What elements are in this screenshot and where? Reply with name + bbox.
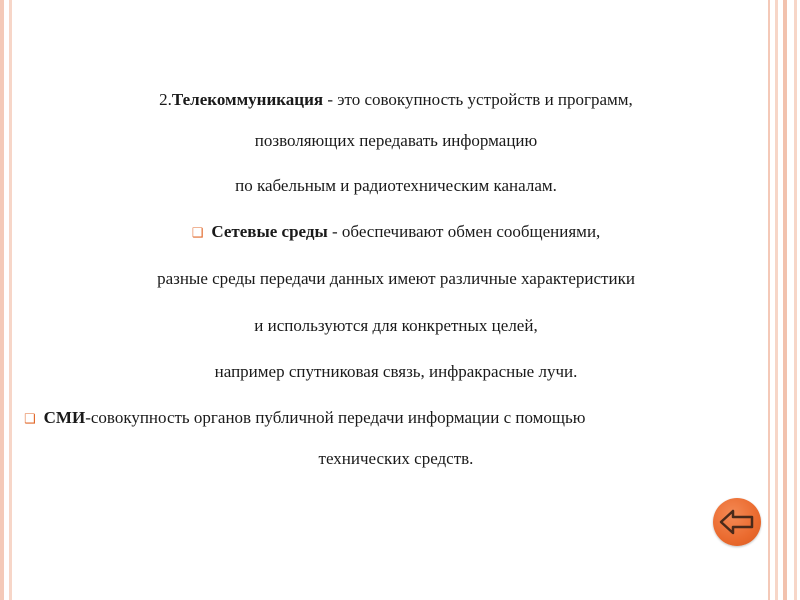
definition-text: -совокупность органов публичной передачи информации с помощью — [85, 408, 586, 427]
network-media-line-1 — [20, 221, 772, 245]
definition-text: - обеспечивают обмен сообщениями, — [327, 222, 601, 241]
telecom-definition-line-2: позволяющих передавать информацию — [254, 131, 538, 150]
telecom-definition-line-3: по кабельным и радиотехническим каналам. — [235, 176, 557, 195]
decorative-stripe-right-4 — [794, 0, 797, 600]
network-media-line-2: разные среды передачи данных имеют различные характеристики — [157, 269, 635, 288]
network-media-line-3: и используются для конкретных целей, — [254, 316, 538, 335]
bullet-icon: ❑ — [191, 226, 204, 241]
slide-content — [20, 0, 772, 600]
definition-text: - это совокупность устройств и программ, — [323, 90, 633, 109]
decorative-stripe-right-3 — [783, 0, 787, 600]
telecom-definition-line-1 — [20, 89, 772, 111]
bullet-icon: ❑ — [24, 412, 36, 427]
back-arrow-icon — [719, 508, 755, 536]
decorative-stripe-left-inner — [9, 0, 12, 600]
back-button[interactable] — [713, 498, 761, 546]
term-network-media: Сетевые среды — [211, 222, 328, 241]
decorative-stripe-right-2 — [775, 0, 778, 600]
number-prefix: 2. — [159, 90, 172, 109]
decorative-stripe-left — [0, 0, 4, 600]
term-mass-media: СМИ — [43, 408, 86, 427]
network-media-line-4: например спутниковая связь, инфракрасные лучи. — [214, 362, 578, 381]
mass-media-line-2: технических средств. — [318, 449, 474, 468]
term-telecom: Телекоммуникация — [171, 90, 324, 109]
mass-media-line-1 — [20, 407, 772, 431]
